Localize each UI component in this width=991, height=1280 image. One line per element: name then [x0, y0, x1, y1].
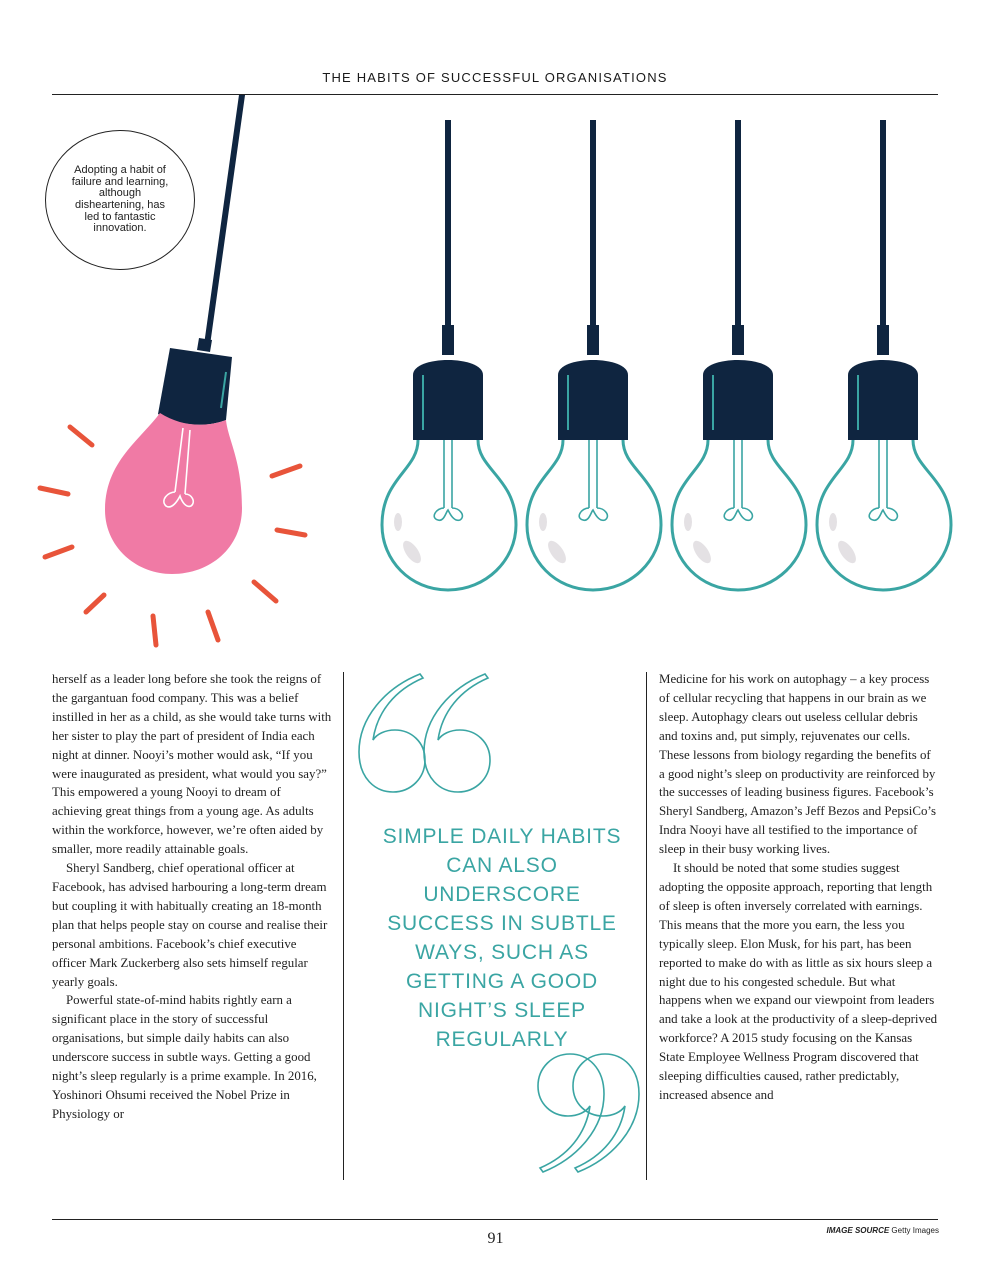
glass: [672, 440, 806, 590]
open-quote-icon: [359, 674, 490, 792]
unlit-bulb-1: [382, 120, 516, 590]
callout-text: Adopting a habit of failure and learning, although disheartening, has led to fantastic innovation.: [71, 164, 169, 235]
pull-quote: SIMPLE DAILY HABITS CAN ALSO UNDERSCORE SUCCESS IN SUBTLE WAYS, SUCH AS GETTING A GOOD NIGHT’S SLEEP REGULARLY: [382, 825, 622, 1051]
column-divider-left: [343, 672, 344, 1180]
light-ray: [277, 530, 305, 535]
glass: [817, 440, 951, 590]
right-column: [659, 670, 939, 1105]
lit-bulb-socket: [158, 348, 232, 425]
credit-source: IMAGE SOURCE: [826, 1226, 890, 1235]
body-paragraph: Medicine for his work on autophagy – a key process of cellular recycling that happens in our brain as we sleep. Autophagy clears out useless cellular debris and toxins and, put simply, rejuvenates our cells. These lessons from biology regarding the benefits of a good night’s sleep on productivity are reinforced by the successes of leading business figures. Facebook’s Sheryl Sandberg, Amazon’s Jeff Bezos and PepsiCo’s Indra Nooyi have all testified to the importance of sleep in their busy working lives.: [659, 672, 937, 857]
light-ray: [208, 612, 218, 640]
close-quote-icon: [538, 1054, 639, 1172]
unlit-bulb-3: [672, 120, 806, 590]
left-column: [52, 670, 332, 1124]
light-ray: [45, 547, 72, 557]
lit-bulb-neck: [197, 338, 212, 352]
body-paragraph: herself as a leader long before she took the reigns of the gargantuan food company. This was a belief instilled in her as a child, as she would take turns with her sister to play the part of president of India each night at dinner. Nooyi’s mother would ask, “If you were inaugurated as president, what would you say?” This empowered a young Nooyi to dream of achieving great things from a young age. As adults within the workforce, however, we’re often aided by smaller, more readily attainable goals.: [52, 672, 332, 857]
body-paragraph: Sheryl Sandberg, chief operational officer at Facebook, has advised harbouring a long-term dream but coupling it with habitually creating an 18-month plan that helps people stay on course and realise their personal ambitions. Facebook’s chief executive officer Mark Zuckerberg also sets himself regular yearly goals.: [52, 861, 328, 989]
light-ray: [153, 616, 156, 645]
credit-agency: Getty Images: [891, 1226, 939, 1235]
page-number: 91: [487, 1230, 504, 1247]
light-ray: [70, 427, 92, 445]
column-divider-right: [646, 672, 647, 1180]
glass: [527, 440, 661, 590]
lit-bulb-cord: [207, 95, 242, 345]
footer-rule: [52, 1219, 938, 1220]
body-paragraph: It should be noted that some studies suggest adopting the opposite approach, reporting that length of sleep is often inversely correlated with earnings. This means that the more you earn, the less you typically sleep. Elon Musk, for his part, has been reported to make do with as little as six hours sleep a night due to his congested schedule. But what happens when we expand our viewpoint from leaders and take a look at the productivity of a sleep-deprived workforce? A 2015 study focusing on the Kansas State Employee Wellness Program discovered that sleeping difficulties caused, rather predictably, increased absence and: [659, 861, 938, 1102]
image-credit: [827, 1226, 939, 1235]
running-header: THE HABITS OF SUCCESSFUL ORGANISATIONS: [322, 70, 668, 85]
light-ray: [254, 582, 276, 601]
light-ray: [272, 466, 300, 476]
callout-circle: [45, 130, 195, 270]
glass: [382, 440, 516, 590]
light-ray: [86, 595, 104, 612]
body-paragraph: Powerful state-of-mind habits rightly earn a significant place in the story of successful organisations, but simple daily habits can also underscore success in subtle ways. Getting a good night’s sleep regularly is a prime example. In 2016, Yoshinori Ohsumi received the Nobel Prize in Physiology or: [52, 993, 317, 1121]
unlit-bulb-2: [527, 120, 661, 590]
lit-bulb-glass: [105, 413, 242, 574]
unlit-bulb-4: [817, 120, 951, 590]
light-ray: [40, 488, 68, 494]
